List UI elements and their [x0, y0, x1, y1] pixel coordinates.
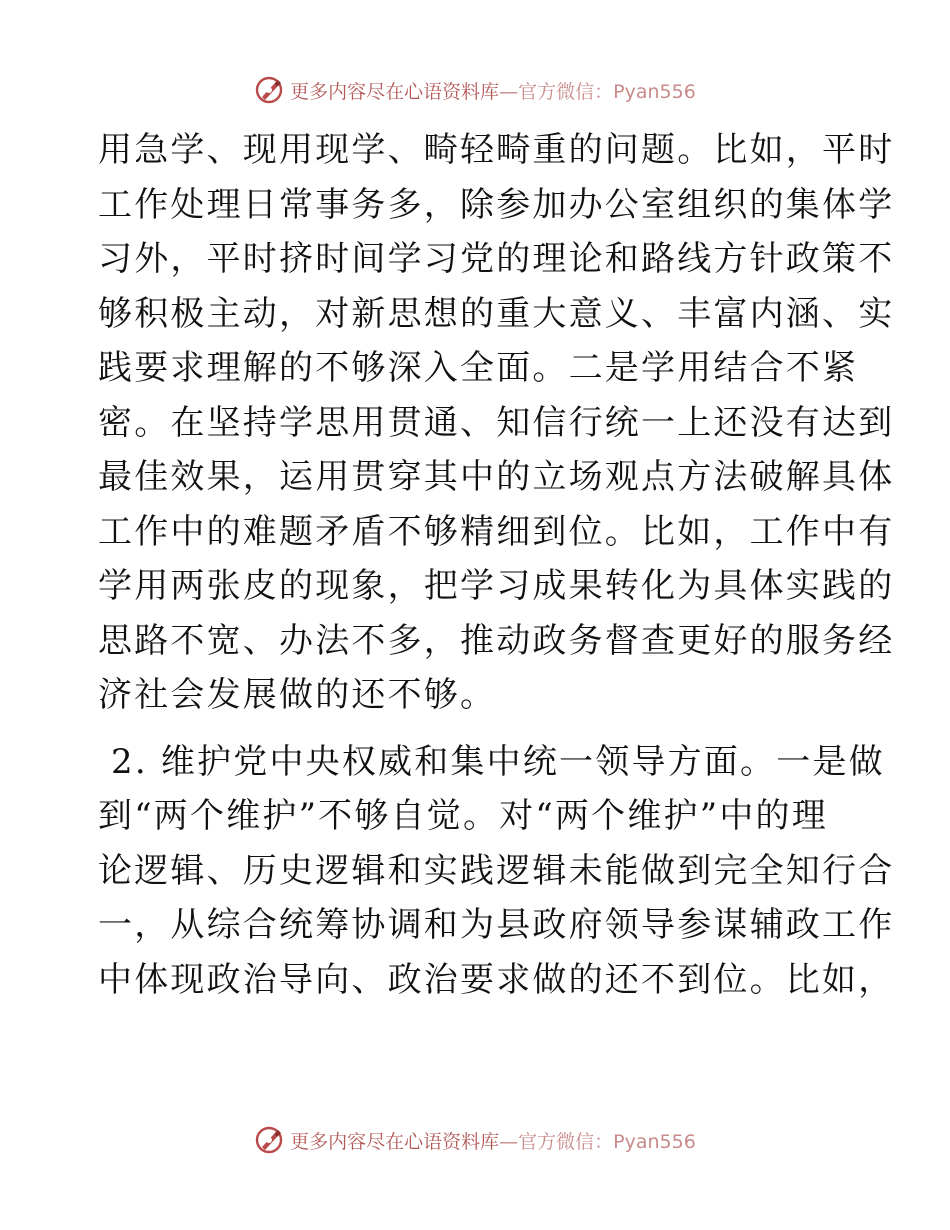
text-line: 2. 维护党中央权威和集中统一领导方面。一是做 — [98, 741, 885, 782]
text-line: 够积极主动，对新思想的重大意义、丰富内涵、实 — [98, 293, 895, 334]
text-line: 工作中的难题矛盾不够精细到位。比如，工作中有 — [98, 511, 895, 552]
text-line: 济社会发展做的还不够。 — [98, 675, 497, 715]
text-line: 最佳效果，运用贯穿其中的立场观点方法破解具体 — [98, 457, 895, 497]
watermark-separator: — — [499, 1130, 519, 1153]
text-line: 习外，平时挤时间学习党的理论和路线方针政策不 — [98, 239, 895, 279]
watermark-separator: — — [499, 80, 519, 103]
text-line: 工作处理日常事务多，除参加办公室组织的集体学 — [98, 184, 895, 225]
text-line: 思路不宽、办法不多，推动政务督查更好的服务经 — [98, 620, 895, 661]
watermark-site: 更多内容尽在心语资料库 — [290, 80, 500, 103]
watermark-wechat: 官方微信：Pyan556 — [518, 80, 696, 103]
document-body — [98, 123, 895, 1007]
watermark-text — [290, 1127, 696, 1154]
pen-logo-icon — [254, 75, 284, 105]
text-line: 密。在坚持学思用贯通、知信行统一上还没有达到 — [98, 402, 895, 443]
watermark-wechat: 官方微信：Pyan556 — [518, 1130, 696, 1153]
watermark-site: 更多内容尽在心语资料库 — [290, 1130, 500, 1153]
pen-logo-icon — [254, 1125, 284, 1155]
text-line: 一，从综合统筹协调和为县政府领导参谋辅政工作 — [98, 905, 895, 945]
watermark-text — [290, 77, 696, 104]
paragraph-2 — [98, 735, 895, 1008]
footer-watermark — [0, 1120, 950, 1160]
header-watermark — [0, 70, 950, 110]
text-line: 学用两张皮的现象，把学习成果转化为具体实践的 — [98, 566, 895, 606]
text-line: 中体现政治导向、政治要求做的还不到位。比如， — [98, 959, 895, 1000]
paragraph-1 — [98, 123, 895, 723]
text-line: 到“两个维护”不够自觉。对“两个维护”中的理 — [98, 796, 828, 836]
text-line: 论逻辑、历史逻辑和实践逻辑未能做到完全知行合 — [98, 850, 895, 891]
text-line: 践要求理解的不够深入全面。二是学用结合不紧 — [98, 348, 859, 388]
text-line: 用急学、现用现学、畸轻畸重的问题。比如，平时 — [98, 130, 895, 170]
